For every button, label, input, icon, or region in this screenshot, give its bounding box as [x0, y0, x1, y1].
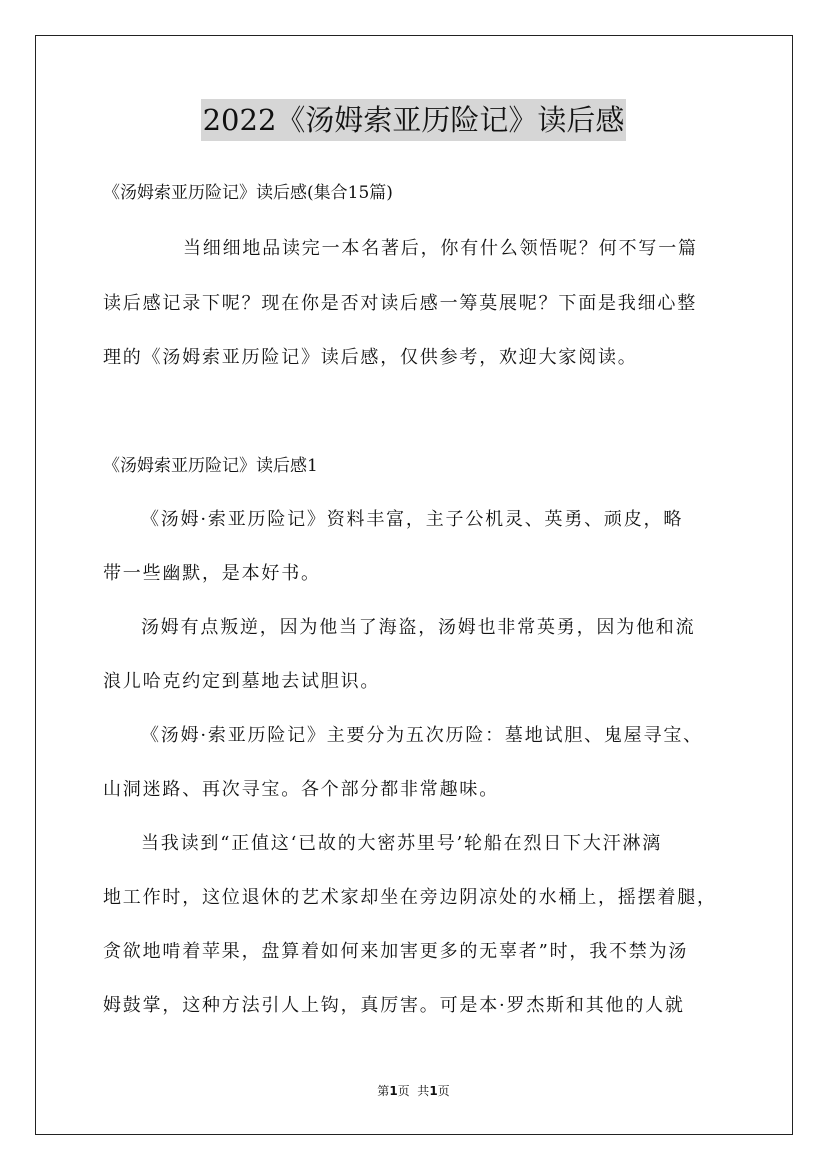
footer-page-suffix: 页 — [437, 1084, 450, 1098]
footer-page-total: 1 — [429, 1084, 438, 1098]
body-line: 地工作时，这位退休的艺术家却坐在旁边阴凉处的水桶上，摇摆着腿， — [103, 887, 717, 908]
intro-line: 读后感记录下呢？现在你是否对读后感一筹莫展呢？下面是我细心整 — [103, 293, 697, 314]
body-line: 《汤姆·索亚历险记》主要分为五次历险：墓地试胆、鬼屋寻宝、 — [141, 725, 703, 746]
title-wrap — [0, 99, 827, 141]
body-line: 汤姆有点叛逆，因为他当了海盗，汤姆也非常英勇，因为他和流 — [141, 617, 696, 638]
body-line: 带一些幽默，是本好书。 — [103, 563, 321, 584]
body-line: 《汤姆·索亚历险记》资料丰富，主子公机灵、英勇、顽皮，略 — [141, 509, 684, 530]
footer-page-current: 1 — [389, 1084, 398, 1098]
document-title: 2022《汤姆索亚历险记》读后感 — [201, 99, 627, 141]
intro-line: 理的《汤姆索亚历险记》读后感，仅供参考，欢迎大家阅读。 — [103, 347, 638, 368]
body-line: 姆鼓掌，这种方法引人上钩，真厉害。可是本·罗杰斯和其他的人就 — [103, 995, 685, 1016]
body-line: 当我读到“正值这‘已故的大密苏里号’轮船在烈日下大汗淋漓 — [141, 833, 663, 854]
footer-page-mid: 页 共 — [397, 1084, 430, 1098]
intro-line: 当细细地品读完一本名著后，你有什么领悟呢？何不写一篇 — [183, 238, 698, 259]
body-line: 贪欲地啃着苹果，盘算着如何来加害更多的无辜者”时，我不禁为汤 — [103, 941, 689, 962]
body-line: 山洞迷路、再次寻宝。各个部分都非常趣味。 — [103, 779, 499, 800]
page-footer — [0, 1083, 827, 1099]
document-subtitle: 《汤姆索亚历险记》读后感(集合15篇) — [103, 183, 393, 203]
footer-page-prefix: 第 — [377, 1084, 390, 1098]
section-heading: 《汤姆索亚历险记》读后感1 — [103, 456, 318, 476]
body-line: 浪儿哈克约定到墓地去试胆识。 — [103, 671, 381, 692]
